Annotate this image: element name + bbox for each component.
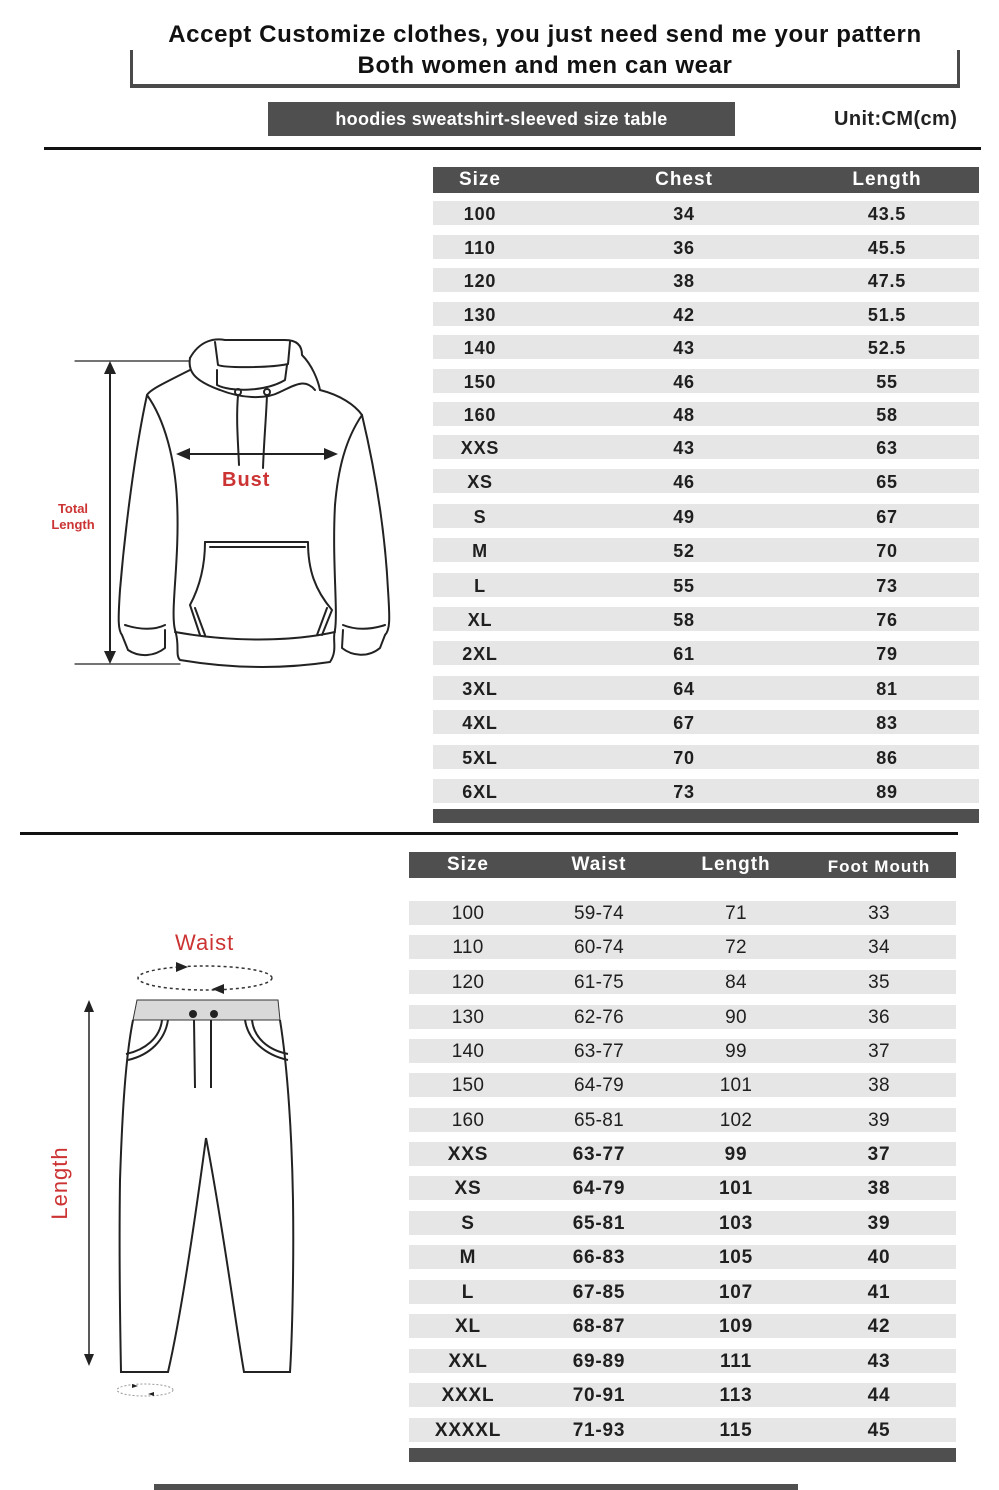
cell-chest: 61 <box>673 644 695 664</box>
cell-size: 100 <box>451 903 485 924</box>
pants-table-header <box>409 852 956 878</box>
cell-foot-mouth: 38 <box>868 1075 890 1096</box>
column-header-size: Size <box>458 169 502 190</box>
cell-chest: 46 <box>673 372 695 392</box>
table-row <box>409 1349 956 1373</box>
cell-length: 71 <box>725 903 747 924</box>
table-row <box>409 935 956 959</box>
table-row <box>433 235 979 259</box>
cell-size: 150 <box>463 372 497 392</box>
pants-illustration-icon <box>40 920 320 1410</box>
cell-chest: 48 <box>673 405 695 425</box>
table-row <box>409 1314 956 1338</box>
cell-length: 105 <box>718 1247 754 1268</box>
table-row <box>409 1176 956 1200</box>
cell-length: 103 <box>718 1213 754 1234</box>
cell-size: 110 <box>464 238 496 258</box>
table-row <box>433 573 979 597</box>
cell-foot-mouth: 33 <box>868 903 890 924</box>
table-row <box>433 538 979 562</box>
cell-waist: 61-75 <box>573 972 625 993</box>
cell-chest: 64 <box>673 679 695 699</box>
column-header-waist: Waist <box>571 854 627 875</box>
cell-foot-mouth: 34 <box>868 937 890 958</box>
cell-size: 130 <box>463 305 497 325</box>
cell-waist: 59-74 <box>573 903 625 924</box>
cell-size: XL <box>467 610 493 630</box>
table-row <box>433 435 979 459</box>
table-row <box>409 1245 956 1269</box>
middle-divider <box>20 832 958 835</box>
cell-foot-mouth: 37 <box>868 1041 890 1062</box>
cell-length: 115 <box>719 1420 753 1441</box>
cell-waist: 71-93 <box>572 1420 626 1441</box>
cell-size: XXXL <box>441 1385 495 1406</box>
waist-label: Waist <box>175 930 235 955</box>
header-line-2: Both women and men can wear <box>357 52 733 79</box>
cell-length: 101 <box>718 1178 754 1199</box>
column-header-chest: Chest <box>655 169 713 190</box>
cell-chest: 73 <box>673 782 695 802</box>
cell-size: 4XL <box>462 713 498 733</box>
cell-size: 5XL <box>462 748 498 768</box>
cell-waist: 65-81 <box>573 1110 625 1131</box>
table-row <box>433 779 979 803</box>
cell-foot-mouth: 39 <box>867 1213 891 1234</box>
table-row <box>409 1039 956 1063</box>
table-row <box>433 710 979 734</box>
cell-length: 99 <box>724 1144 748 1165</box>
cell-size: XXS <box>447 1144 489 1165</box>
table-row <box>433 676 979 700</box>
cell-length: 52.5 <box>867 338 907 358</box>
cell-length: 113 <box>719 1385 753 1406</box>
table-row <box>409 1211 956 1235</box>
cell-size: L <box>461 1282 475 1303</box>
cell-length: 102 <box>719 1110 753 1131</box>
cell-waist: 65-81 <box>572 1213 626 1234</box>
cell-chest: 34 <box>673 204 695 224</box>
cell-size: 120 <box>463 271 497 291</box>
cell-waist: 64-79 <box>572 1178 626 1199</box>
cell-foot-mouth: 42 <box>867 1316 891 1337</box>
bottom-divider-bar <box>154 1484 798 1490</box>
cell-waist: 63-77 <box>573 1041 625 1062</box>
cell-foot-mouth: 44 <box>867 1385 891 1406</box>
cell-length: 65 <box>876 472 898 492</box>
column-header-size: Size <box>446 854 490 875</box>
cell-waist: 69-89 <box>572 1351 626 1372</box>
cell-size: XXL <box>448 1351 488 1372</box>
cell-length: 79 <box>876 644 898 664</box>
table-row <box>409 1383 956 1407</box>
cell-foot-mouth: 41 <box>867 1282 891 1303</box>
table-row <box>409 970 956 994</box>
table-row <box>433 745 979 769</box>
cell-chest: 38 <box>673 271 695 291</box>
cell-chest: 43 <box>673 438 695 458</box>
cell-length: 90 <box>725 1007 747 1028</box>
column-header-length: Length <box>852 169 922 190</box>
table-row <box>409 901 956 925</box>
table-row <box>433 469 979 493</box>
cell-foot-mouth: 36 <box>868 1007 890 1028</box>
cell-length: 73 <box>876 576 898 596</box>
cell-waist: 68-87 <box>572 1316 626 1337</box>
length-label: Length <box>47 1146 72 1220</box>
cell-waist: 64-79 <box>573 1075 625 1096</box>
cell-chest: 52 <box>673 541 695 561</box>
cell-length: 109 <box>718 1316 754 1337</box>
cell-size: XXS <box>460 438 500 458</box>
cell-chest: 55 <box>673 576 695 596</box>
cell-size: 160 <box>463 405 497 425</box>
cell-size: 130 <box>451 1007 485 1028</box>
cell-waist: 70-91 <box>572 1385 626 1406</box>
cell-size: XXXXL <box>434 1420 502 1441</box>
cell-size: XL <box>455 1316 481 1337</box>
cell-length: 101 <box>719 1075 753 1096</box>
cell-length: 58 <box>876 405 898 425</box>
table-row <box>433 335 979 359</box>
table-row <box>433 607 979 631</box>
table-row <box>433 201 979 225</box>
pants-diagram <box>40 920 320 1410</box>
table-row <box>409 1005 956 1029</box>
column-header-foot-mouth: Foot Mouth <box>827 857 931 876</box>
cell-waist: 60-74 <box>573 937 625 958</box>
cell-foot-mouth: 43 <box>867 1351 891 1372</box>
cell-foot-mouth: 38 <box>867 1178 891 1199</box>
cell-size: 120 <box>451 972 485 993</box>
hoodie-diagram <box>40 330 410 680</box>
header-line-1: Accept Customize clothes, you just need send me your pattern <box>130 20 960 50</box>
cell-size: XS <box>454 1178 482 1199</box>
cell-size: 140 <box>463 338 497 358</box>
cell-size: 140 <box>451 1041 485 1062</box>
cell-length: 107 <box>718 1282 754 1303</box>
total-length-label-2: Length <box>51 517 95 532</box>
cell-chest: 46 <box>673 472 695 492</box>
cell-foot-mouth: 35 <box>868 972 890 993</box>
cell-length: 45.5 <box>867 238 907 258</box>
cell-size: 6XL <box>462 782 498 802</box>
cell-length: 84 <box>725 972 747 993</box>
table-row <box>409 1418 956 1442</box>
cell-length: 43.5 <box>867 204 907 224</box>
cell-length: 89 <box>876 782 898 802</box>
cell-length: 67 <box>876 507 898 527</box>
cell-size: S <box>473 507 487 527</box>
hoodie-table-title: hoodies sweatshirt-sleeved size table <box>268 102 735 136</box>
table-row <box>433 641 979 665</box>
hoodie-size-table <box>433 167 979 827</box>
table-row <box>433 268 979 292</box>
cell-foot-mouth: 37 <box>867 1144 891 1165</box>
cell-length: 55 <box>876 372 898 392</box>
cell-chest: 42 <box>673 305 695 325</box>
cell-length: 81 <box>876 679 898 699</box>
table-row <box>433 402 979 426</box>
cell-size: L <box>474 576 486 596</box>
cell-size: 2XL <box>462 644 498 664</box>
table-row <box>409 1108 956 1132</box>
cell-size: XS <box>467 472 493 492</box>
hoodie-table-footer-bar <box>433 809 979 823</box>
hoodie-table-header <box>433 167 979 193</box>
unit-label: Unit:CM(cm) <box>834 108 958 130</box>
cell-length: 47.5 <box>867 271 907 291</box>
table-row <box>409 1142 956 1166</box>
cell-waist: 67-85 <box>572 1282 626 1303</box>
cell-length: 72 <box>725 937 747 958</box>
cell-chest: 70 <box>673 748 695 768</box>
cell-length: 99 <box>725 1041 747 1062</box>
cell-size: 100 <box>463 204 497 224</box>
cell-size: 150 <box>451 1075 485 1096</box>
cell-waist: 66-83 <box>572 1247 626 1268</box>
cell-chest: 58 <box>673 610 695 630</box>
pants-size-table <box>409 852 956 1464</box>
cell-size: 160 <box>451 1110 485 1131</box>
hoodie-illustration-icon <box>40 330 410 680</box>
cell-foot-mouth: 39 <box>868 1110 890 1131</box>
cell-waist: 62-76 <box>573 1007 625 1028</box>
cell-length: 83 <box>876 713 898 733</box>
table-row <box>409 1073 956 1097</box>
cell-foot-mouth: 45 <box>867 1420 891 1441</box>
cell-size: 3XL <box>462 679 498 699</box>
pants-table-footer-bar <box>409 1448 956 1462</box>
cell-chest: 67 <box>673 713 695 733</box>
cell-size: S <box>461 1213 475 1234</box>
cell-chest: 36 <box>673 238 695 258</box>
table-row <box>433 504 979 528</box>
cell-foot-mouth: 40 <box>867 1247 891 1268</box>
column-header-length: Length <box>701 854 771 875</box>
cell-size: M <box>472 541 488 561</box>
table-row <box>409 1280 956 1304</box>
cell-size: M <box>459 1247 477 1268</box>
cell-length: 86 <box>876 748 898 768</box>
top-divider <box>44 147 981 150</box>
cell-length: 111 <box>719 1351 753 1372</box>
table-row <box>433 302 979 326</box>
bust-label: Bust <box>222 469 271 491</box>
cell-waist: 63-77 <box>572 1144 626 1165</box>
cell-length: 70 <box>876 541 898 561</box>
cell-chest: 43 <box>673 338 695 358</box>
cell-length: 76 <box>876 610 898 630</box>
total-length-label-1: Total <box>57 501 89 516</box>
table-row <box>433 369 979 393</box>
cell-length: 51.5 <box>867 305 907 325</box>
cell-chest: 49 <box>673 507 695 527</box>
cell-length: 63 <box>876 438 898 458</box>
cell-size: 110 <box>452 937 484 958</box>
